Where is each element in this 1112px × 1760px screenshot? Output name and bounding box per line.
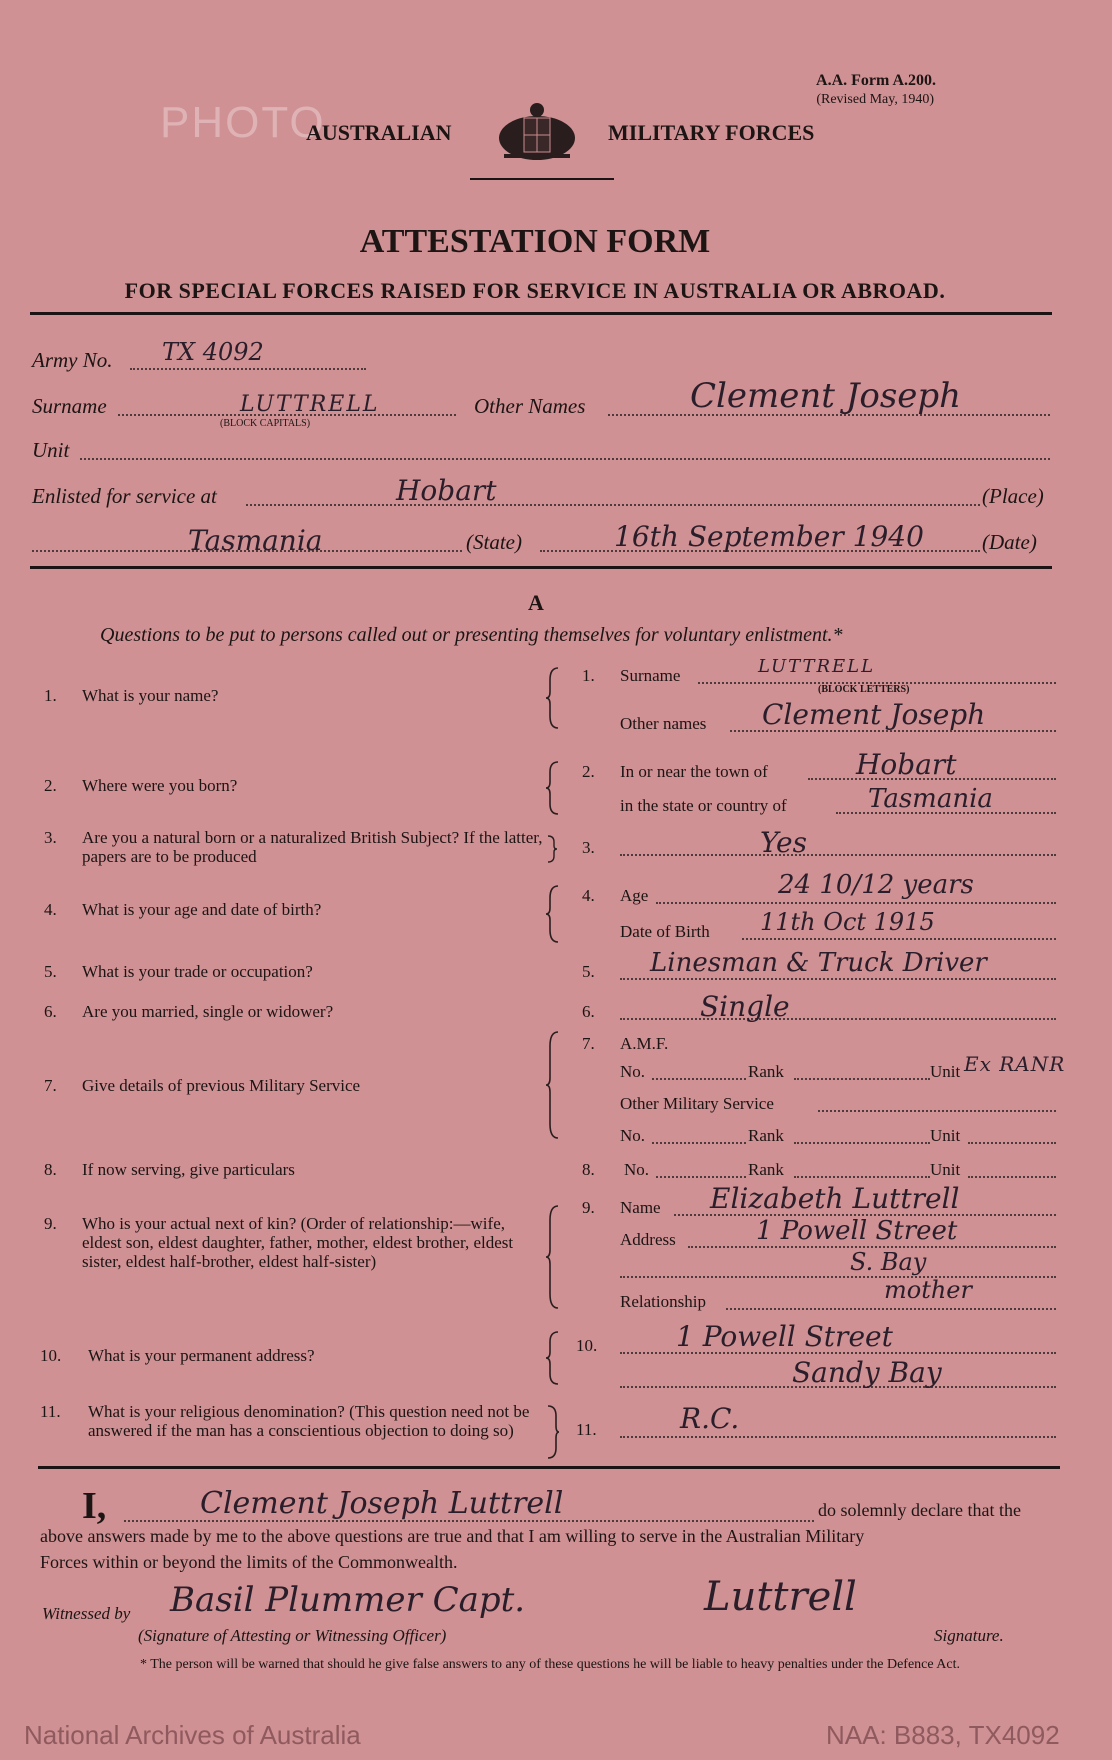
answer-8-number: 8. [582, 1160, 595, 1179]
answer-11-value: R.C. [680, 1402, 740, 1435]
answer-7-rank-label: Rank [748, 1062, 784, 1081]
answer-surname-label: Surname [620, 666, 681, 685]
header-right-title: MILITARY FORCES [608, 120, 815, 145]
form-revised: (Revised May, 1940) [816, 92, 934, 107]
answer-11-number: 11. [576, 1420, 597, 1439]
answer-8-rank-label: Rank [748, 1160, 784, 1179]
questions-rule [38, 1466, 1060, 1469]
answer-3-value: Yes [760, 826, 807, 859]
answer-surname-value: LUTTRELL [758, 656, 876, 677]
top-rule [30, 312, 1052, 315]
header-divider [470, 178, 614, 180]
witness-caption: (Signature of Attesting or Witnessing Officer) [138, 1626, 447, 1645]
answer-7-number: 7. [582, 1034, 595, 1053]
answer-6-value: Single [700, 990, 790, 1023]
answer-7b-rank-label: Rank [748, 1126, 784, 1145]
answer-address-line1: 1 Powell Street [676, 1320, 893, 1353]
answer-6-number: 6. [582, 1002, 595, 1021]
brace-7 [546, 1030, 562, 1140]
unit-label: Unit [32, 438, 70, 462]
brace-2 [546, 760, 562, 816]
brace-3 [546, 834, 558, 864]
brace-1 [546, 666, 562, 730]
answer-5-value: Linesman & Truck Driver [650, 948, 987, 978]
footer-reference: NAA: B883, TX4092 [826, 1720, 1060, 1750]
state-label: (State) [466, 530, 522, 554]
answer-dob-value: 11th Oct 1915 [760, 908, 935, 936]
question-4: 4. What is your age and date of birth? [44, 900, 322, 919]
answer-other-service-label: Other Military Service [620, 1094, 774, 1113]
answer-kin-address-label: Address [620, 1230, 676, 1249]
answer-9-number: 9. [582, 1198, 595, 1217]
answer-7b-no-label: No. [620, 1126, 646, 1145]
answer-amf-label: A.M.F. [620, 1034, 669, 1053]
question-9: 9. Who is your actual next of kin? (Order of relationship:—wife, eldest son, eldest daughter, father, mother, eldest brother, eldest sister, eldest half-brother, eldest half-sister) [44, 1214, 514, 1271]
declaration-text-1: do solemnly declare that the [818, 1500, 1021, 1520]
declaration-text-2: above answers made by me to the above questions are true and that I am willing to serve in the Australian Military [40, 1526, 865, 1546]
answer-kin-address-line2: S. Bay [850, 1248, 927, 1276]
answer-4-number: 4. [582, 886, 595, 905]
answer-7-no-label: No. [620, 1062, 646, 1081]
brace-4 [546, 884, 562, 944]
question-3: 3. Are you a natural born or a naturalized British Subject? If the latter, papers are to be produced [44, 828, 543, 866]
surname-value: LUTTRELL [240, 392, 380, 417]
answer-3-number: 3. [582, 838, 595, 857]
date-value: 16th September 1940 [614, 520, 924, 553]
place-value: Hobart [396, 474, 497, 507]
question-7: 7. Give details of previous Military Service [44, 1076, 361, 1095]
place-label: (Place) [982, 484, 1044, 508]
header-left-title: AUSTRALIAN [306, 120, 452, 145]
particulars-rule [30, 566, 1052, 569]
question-11: 11. What is your religious denomination? (This question need not be answered if the man has a conscientious objection to doing so) [40, 1402, 530, 1440]
declaration-i: I, [82, 1485, 107, 1527]
answer-town-value: Hobart [856, 748, 957, 781]
section-intro: Questions to be put to persons called out or presenting themselves for voluntary enlistment.* [100, 624, 843, 646]
answer-2-number: 2. [582, 762, 595, 781]
section-letter: A [528, 590, 544, 615]
form-subtitle: FOR SPECIAL FORCES RAISED FOR SERVICE IN AUSTRALIA OR ABROAD. [124, 278, 946, 303]
answer-other-names-label: Other names [620, 714, 707, 733]
answer-kin-address-line1: 1 Powell Street [756, 1216, 958, 1246]
answer-other-names-value: Clement Joseph [762, 698, 986, 731]
form-code: A.A. Form A.200. [816, 72, 936, 89]
answer-kin-name-label: Name [620, 1198, 661, 1217]
answer-address-line2: Sandy Bay [792, 1356, 942, 1389]
answer-8-no-label: No. [624, 1160, 650, 1179]
answer-age-value: 24 10/12 years [778, 870, 974, 900]
answer-relationship-value: mother [884, 1276, 972, 1304]
answer-state-value: Tasmania [868, 784, 993, 814]
question-6: 6. Are you married, single or widower? [44, 1002, 334, 1021]
date-label: (Date) [982, 530, 1037, 554]
answer-town-label: In or near the town of [620, 762, 768, 781]
brace-10 [546, 1330, 562, 1386]
signature-label: Signature. [934, 1626, 1004, 1645]
enlisted-label: Enlisted for service at [32, 484, 217, 508]
photo-stamp: PHOTO [160, 98, 326, 147]
answer-state-label: in the state or country of [620, 796, 787, 815]
question-2: 2. Where were you born? [44, 776, 238, 795]
army-no-label: Army No. [32, 348, 113, 372]
footer-archive-name: National Archives of Australia [24, 1720, 361, 1750]
army-no-value: TX 4092 [162, 338, 264, 366]
other-names-label: Other Names [474, 394, 586, 418]
enlistee-signature: Luttrell [704, 1574, 857, 1620]
answer-age-label: Age [620, 886, 649, 905]
answer-7-unit-label: Unit [930, 1062, 961, 1081]
brace-11 [546, 1404, 560, 1460]
footnote: * The person will be warned that should he give false answers to any of these questions he will be liable to heavy penalties under the Defence Act. [139, 1657, 961, 1672]
answer-dob-label: Date of Birth [620, 922, 710, 941]
witnessed-by-label: Witnessed by [42, 1604, 131, 1623]
answer-5-number: 5. [582, 962, 595, 981]
form-title: ATTESTATION FORM [359, 223, 711, 260]
question-5: 5. What is your trade or occupation? [44, 962, 313, 981]
brace-9 [546, 1204, 562, 1310]
answer-10-number: 10. [576, 1336, 598, 1355]
answer-relationship-label: Relationship [620, 1292, 706, 1311]
question-1: 1. What is your name? [44, 686, 219, 705]
coat-of-arms-icon [494, 98, 580, 164]
question-8: 8. If now serving, give particulars [44, 1160, 295, 1179]
answer-kin-name-value: Elizabeth Luttrell [710, 1182, 960, 1215]
answer-8-unit-label: Unit [930, 1160, 961, 1179]
state-value: Tasmania [188, 524, 323, 557]
witness-signature: Basil Plummer Capt. [170, 1580, 526, 1620]
declaration-name-value: Clement Joseph Luttrell [200, 1486, 564, 1521]
answer-7-unit-value: Ex RANR [964, 1052, 1066, 1076]
declaration-text-3: Forces within or beyond the limits of the Commonwealth. [40, 1552, 458, 1572]
answer-1-number: 1. [582, 666, 595, 685]
question-10: 10. What is your permanent address? [40, 1346, 315, 1365]
block-letters-note: (BLOCK LETTERS) [818, 684, 910, 695]
surname-label: Surname [32, 394, 107, 418]
answer-7b-unit-label: Unit [930, 1126, 961, 1145]
other-names-value: Clement Joseph [690, 376, 962, 416]
block-capitals-note: (BLOCK CAPITALS) [220, 418, 311, 429]
